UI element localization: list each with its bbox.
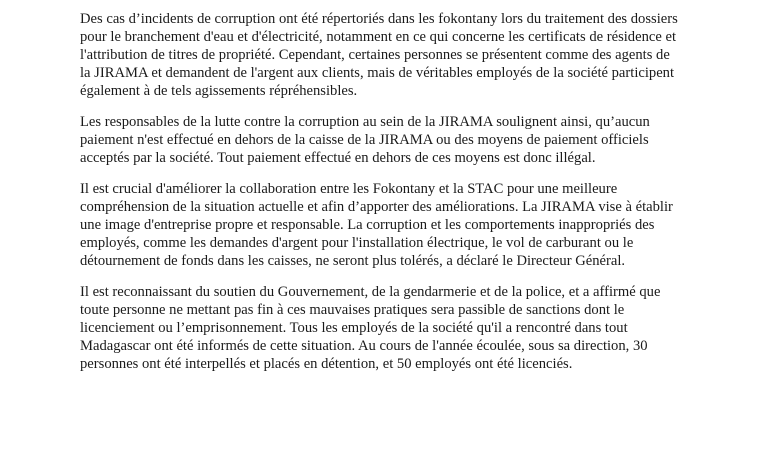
paragraph-4: Il est reconnaissant du soutien du Gouvernement, de la gendarmerie et de la police, et a affirmé que toute personne ne mettant pas fin à ces mauvaises pratiques sera passible de sanctions dont le licenciement ou l’emprisonnement. Tous les employés de la société qu'il a rencontré dans tout Madagascar ont été informés de cette situation. Au cours de l'année écoulée, sous sa direction, 30 personnes ont été interpellés et placés en détention, et 50 employés ont été licenciés. xyxy=(80,284,661,372)
paragraph-2: Les responsables de la lutte contre la corruption au sein de la JIRAMA soulignent ainsi, qu’aucun paiement n'est effectué en dehors de la caisse de la JIRAMA ou des moyens de paiement officiels acceptés par la société. Tout paiement effectué en dehors de ces moyens est donc illégal. xyxy=(80,114,650,166)
document-body xyxy=(80,10,692,386)
paragraph-3: Il est crucial d'améliorer la collaboration entre les Fokontany et la STAC pour une meilleure compréhension de la situation actuelle et afin d’apporter des améliorations. La JIRAMA vise à établir une image d'entreprise propre et responsable. La corruption et les comportements inappropriés des employés, comme les demandes d'argent pour l'installation électrique, le vol de carburant ou le détournement de fonds dans les caisses, ne seront plus tolérés, a déclaré le Directeur Général. xyxy=(80,181,673,269)
paragraph-1: Des cas d’incidents de corruption ont été répertoriés dans les fokontany lors du traitement des dossiers pour le branchement d'eau et d'électricité, notamment en ce qui concerne les certificats de résidence et l'attribution de titres de propriété. Cependant, certaines personnes se présentent comme des agents de la JIRAMA et demandent de l'argent aux clients, mais de véritables employés de la société participent également à de tels agissements répréhensibles. xyxy=(80,11,678,99)
